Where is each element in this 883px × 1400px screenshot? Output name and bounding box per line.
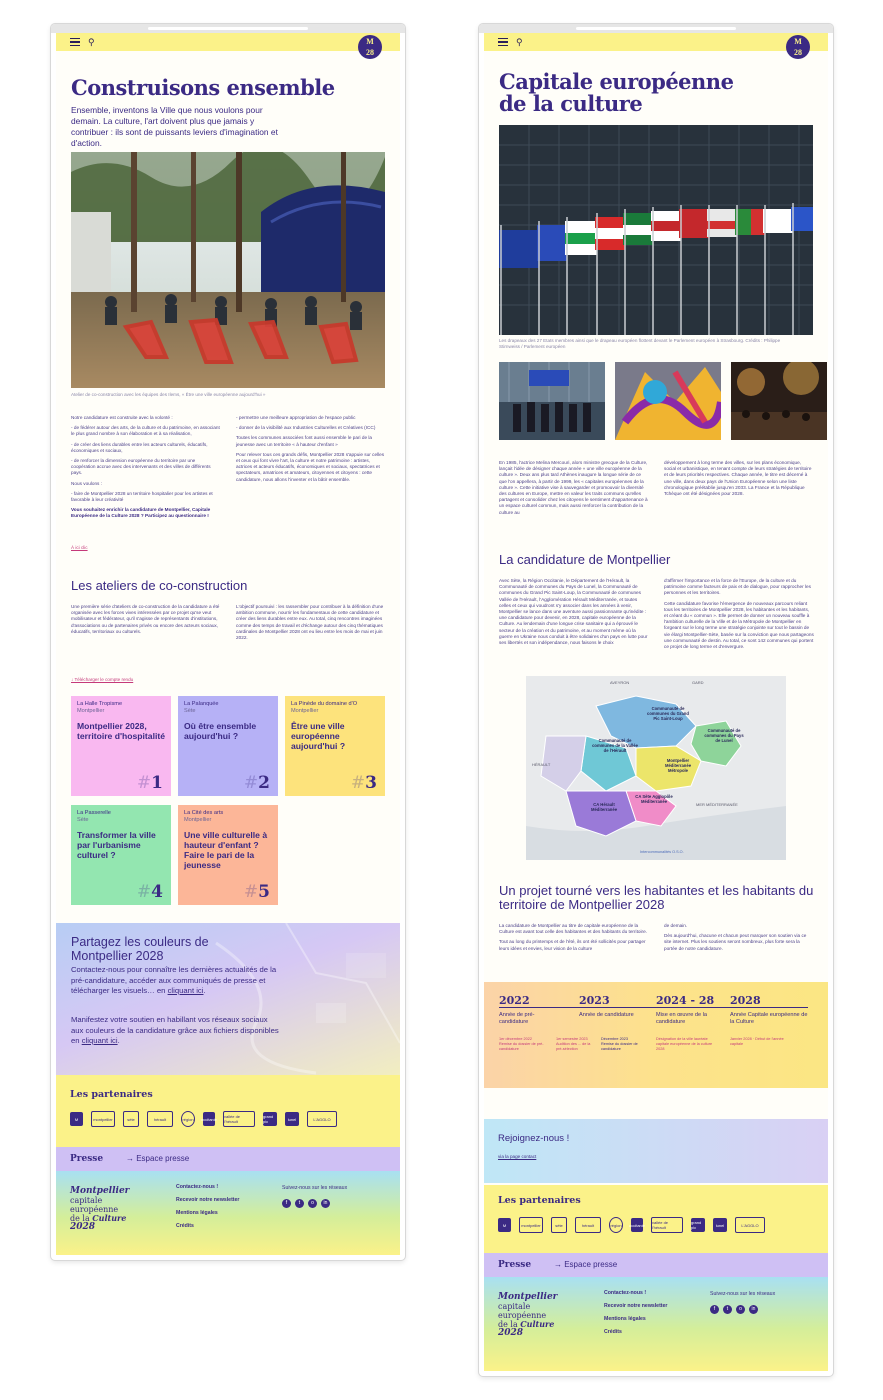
ecoc-column-2: développement à long terme des villes, sur les plans économique, social et urbanistique, en tenant compte de leurs stratégies de territoire et de leurs priorités respectives. Chaque année, le titre est décerné à une ville, dans deux pays de l'Union Européenne selon une liste chronologique préétablie jusqu'en 2033. La France et la République Tchèque ont été désignées pour 2028. (664, 460, 812, 497)
flags-photo (499, 125, 813, 335)
timeline-label: Année de pré-candidature (499, 1012, 535, 1025)
footer-logo[interactable]: Montpellier capitale européenne de la Culture 2028 (70, 1186, 130, 1232)
window-grip (148, 27, 308, 30)
download-report-link[interactable]: ↓ Télécharger le compte rendu (71, 677, 134, 682)
footer-links (176, 1181, 239, 1233)
partner-logos (498, 1217, 814, 1233)
footer-links (604, 1287, 667, 1339)
top-bar (484, 33, 828, 57)
thumbnail-night-square[interactable] (731, 362, 827, 440)
map-label: GARD (692, 680, 704, 685)
atelier-card-2[interactable] (178, 696, 278, 796)
territory-map (526, 676, 786, 860)
partner-logo[interactable]: montpellier (519, 1217, 543, 1233)
timeline-event: 1er semestre 2023 Audition des ... de la pré-sélection (556, 1037, 591, 1051)
card-place: La Pinède du domaine d'O (291, 701, 358, 707)
atelier-card-5[interactable] (178, 805, 278, 905)
paragraph: La candidature de Montpellier au titre de capitale européenne de la Culture est avant tout celle des habitantes et des habitants du territoire. (499, 923, 648, 935)
paragraph: Cette candidature favorise l'émergence de nouveaux parcours reliant tous les territoires de Montpellier 2028, les habitantes et les habitants, et créant du « commun ». Elle permet de donner un nouveau souffle à l'ambition culturelle de la Ville et de la Métropole de Montpellier en forgeant sur le long terme une stratégie conjointe sur tout le bassin de vie élargi Montpellier-Sète, basée sur la conviction que nous partageons une communauté de destin. Au total, ce sont 142 communes qui portent ce projet de long terme et d'envergure. (664, 600, 814, 650)
projet-heading: Un projet tourné vers les habitantes et les habitants du territoire de Montpellier 2028 (499, 883, 814, 912)
social-icons (710, 1305, 758, 1314)
press-heading: Presse (498, 1260, 532, 1270)
card-city: Montpellier (77, 708, 105, 714)
timeline-event: Décembre 2023 Remise du dossier de candidature (601, 1037, 638, 1051)
site-logo[interactable]: M 28 (786, 35, 810, 59)
partner-logo[interactable]: grand pic (691, 1218, 705, 1232)
twitter-icon[interactable]: t (723, 1305, 732, 1314)
page-title: Capitale européenne de la culture (499, 69, 734, 116)
card-city: Sète (77, 817, 89, 823)
footer-link-legal[interactable]: Mentions légales (176, 1210, 218, 1216)
card-question: Où être ensemble aujourd'hui ? (184, 721, 257, 741)
page-lede: Ensemble, inventons la Ville que nous voulons pour demain. La culture, l'art doivent plus que jamais y contribuer : ils sont de puissants leviers d'imagination et d'action. (71, 105, 278, 148)
timeline-year: 2022 (499, 994, 530, 1007)
timeline-year: 2024 - 28 (656, 994, 715, 1007)
card-question: Une ville culturelle à hauteur d'enfant ? Faire le pari de la jeunesse (184, 830, 268, 870)
partner-logo[interactable]: L'AGGLO (735, 1217, 765, 1233)
paragraph: - faire de Montpellier 2028 un territoire hospitalier pour les artistes et favorable à leur créativité (71, 490, 213, 503)
card-question: Être une ville européenne aujourd'hui ? (291, 721, 346, 751)
twitter-icon[interactable]: t (295, 1199, 304, 1208)
footer-link-contact[interactable]: Contactez-nous ! (604, 1290, 647, 1296)
partner-logo[interactable]: hérault (575, 1217, 601, 1233)
timeline-event: Désignation de la ville lauréate capitale européenne de la culture 2028 (656, 1037, 713, 1051)
map-label: Communauté de communes de la Vallée de l'Hérault (592, 738, 638, 753)
map-label: CA Hérault Méditerranée (590, 802, 618, 812)
press-bar (484, 1253, 828, 1277)
join-contact-link[interactable]: via la page contact (498, 1154, 537, 1159)
footer-link-newsletter[interactable]: Recevoir notre newsletter (176, 1197, 240, 1203)
map-label: Communauté de communes du Pays de Lunel (704, 728, 744, 743)
intro-column-2 (236, 415, 386, 487)
join-heading: Rejoignez-nous ! (498, 1133, 570, 1144)
left-page (56, 33, 400, 1255)
timeline-label: Année Capitale européenne de la Culture (730, 1012, 808, 1025)
footer-link-contact[interactable]: Contactez-nous ! (176, 1184, 219, 1190)
partners-section (484, 1185, 828, 1253)
card-city: Montpellier (291, 708, 319, 714)
share-paragraph-1: Contactez-nous pour connaître les dernières actualités de la pré-candidature, accéder aux communiqués de presse et télécharger les visuels… en cliquant ici. (71, 965, 277, 995)
card-number: #3 (350, 773, 377, 793)
projet-column-1 (499, 923, 649, 956)
card-city: Sète (184, 708, 196, 714)
partner-logo[interactable]: sète (551, 1217, 567, 1233)
share-section (56, 923, 400, 1075)
footer-link-credits[interactable]: Crédits (176, 1223, 194, 1229)
partner-logo[interactable]: M (498, 1218, 511, 1232)
paragraph: Tout au long du printemps et de l'été, ils ont été sollicités pour partager leurs idées et envies, leur vision de la culture (499, 939, 646, 951)
atelier-card-1[interactable] (71, 696, 171, 796)
map-label: Communauté de communes du Grand Pic Saint-Loup (647, 706, 689, 721)
press-space-link[interactable]: → Espace presse (554, 1260, 618, 1269)
thumbnail-street-art[interactable] (615, 362, 721, 440)
partner-logo[interactable]: montpellier (91, 1111, 115, 1127)
projet-column-2 (664, 923, 814, 956)
menu-icon[interactable] (498, 38, 508, 46)
territory-map-illustration (526, 676, 786, 860)
share-heading: Partagez les couleurs de Montpellier 2028 (71, 935, 209, 963)
photo-caption: Les drapeaux des 27 Etats membres ainsi que le drapeau européen flottent devant le Parlement européen à Strasbourg. Crédits : Philippe Stirnweiss / Parlement européen (499, 338, 781, 349)
atelier-card-3[interactable] (285, 696, 385, 796)
partner-logo[interactable]: M (70, 1112, 83, 1126)
join-section (484, 1119, 828, 1183)
top-bar (56, 33, 400, 57)
footer (484, 1277, 828, 1371)
partner-logo[interactable]: hérault (147, 1111, 173, 1127)
share-paragraph-2: Manifestez votre soutien en habillant vos réseaux sociaux aux couleurs de la candidature grâce aux fichiers disponibles en cliquant ici. (71, 1015, 279, 1045)
paragraph: Dès aujourd'hui, chacune et chacun peut marquer son soutien via ce site internet. Plus les soutiens seront nombreux, plus forte sera la portée de notre candidature. (664, 933, 807, 951)
instagram-icon[interactable]: o (308, 1199, 317, 1208)
ateliers-heading: Les ateliers de co-construction (71, 578, 248, 593)
left-page-frame (51, 24, 405, 1260)
timeline-label: Année de candidature (579, 1012, 634, 1018)
workshop-photo-illustration (71, 152, 385, 388)
footer (56, 1171, 400, 1255)
paragraph: - de créer des liens durables entre les acteurs culturels, éducatifs, économiques et sociaux, (71, 441, 208, 453)
candidature-column-2 (664, 578, 814, 654)
press-space-link[interactable]: → Espace presse (126, 1154, 190, 1163)
ateliers-column-1: Une première série d'ateliers de co-construction de la candidature a été organisée avec les forces vives intéressées par ce projet qu'se veut mobilisateur et fédérateur, qu'il s'agisse de représentants d'institutions, d'associations ou de partenaires privés ou encore des acteurs sociaux, éducatifs, territoriaux ou culturels. (71, 604, 220, 634)
social-icons (282, 1199, 330, 1208)
partners-section (56, 1075, 400, 1147)
partner-logo[interactable]: lunel (713, 1218, 727, 1232)
candidature-column-1: Avec Sète, la Région Occitanie, le Département de l'Hérault, la Communauté de communes du Pays de Lunel, la Communauté de communes du Grand Pic Saint-Loup, la Communauté de communes Vallée de l'Hérault, l'Agglomération Hérault Méditerranée, et toutes celles et ceux qui voudront s'y associer dans les années à venir, Montpellier se lance dans une aventure aussi passionnante qu'inédite : une candidature pour devenir, en 2028, capitale européenne de la Culture. Au lendemain d'une longue crise sanitaire qui a éprouvé le secteur de la création et du patrimoine, et au moment même où la guerre en Ukraine nous conduit à être solidaires d'un pays en lutte pour ses libertés et son indépendance, nous faisons le choix (499, 578, 648, 646)
card-question: Transformer la ville par l'urbanisme culturel ? (77, 830, 156, 860)
social-heading: Suivez-nous sur les réseaux (282, 1185, 348, 1191)
partner-logo[interactable]: occitanie (203, 1112, 215, 1126)
card-place: La Halle Tropisme (77, 701, 123, 707)
press-bar (56, 1147, 400, 1171)
press-heading: Presse (70, 1154, 104, 1164)
page-title: Construisons ensemble (71, 75, 335, 100)
partner-logo[interactable]: grand pic (263, 1112, 277, 1126)
paragraph: Toutes les communes associées font aussi ensemble le pari de la jeunesse avec un territoire « à hauteur d'enfant » (236, 435, 373, 447)
ecoc-column-1: En 1985, l'actrice Melina Mercouri, alors ministre grecque de la Culture, lançait l'idée de désigner chaque année « une ville européenne de la culture ». Deux ans plus tard Athènes inaugure la longue série de ce que l'on appellera, à partir de 1999, les « capitales européennes de la culture ». Cette initiative vise à sauvegarder et promouvoir la diversité des cultures en Europe, mettre en valeur les traits communs qu'elles partagent et consolider chez les citoyens le sentiment d'appartenance à un espace culturel commun, mais aussi renforcer la contribution de la culture au (499, 460, 648, 515)
timeline-label: Mise en œuvre de la candidature (656, 1012, 707, 1025)
partner-logos (70, 1111, 386, 1127)
timeline (484, 982, 828, 1088)
linkedin-icon[interactable]: in (749, 1305, 758, 1314)
facebook-icon[interactable]: f (282, 1199, 291, 1208)
card-city: Montpellier (184, 817, 212, 823)
instagram-icon[interactable]: o (736, 1305, 745, 1314)
card-number: #5 (243, 882, 270, 902)
share-link-2[interactable]: cliquant ici (81, 1036, 118, 1045)
photo-caption: Atelier de co-construction avec les équipes des Ilems, « Être une ville européenne aujourd'hui » (71, 392, 266, 397)
card-place: La Passerelle (77, 810, 111, 816)
thumbnail-parliament[interactable] (499, 362, 605, 440)
partners-heading: Les partenaires (498, 1195, 581, 1206)
paragraph: - de renforcer la dimension européenne du territoire par une coopération accrue avec des intervenants et des villes de différents pays. (71, 458, 211, 476)
timeline-axis (499, 1007, 808, 1008)
social-heading: Suivez-nous sur les réseaux (710, 1291, 776, 1297)
card-number: #4 (136, 882, 163, 902)
timeline-event: 1er décembre 2022 Remise du dossier de pré-candidature (499, 1037, 544, 1051)
intro-column-1 (71, 415, 221, 524)
paragraph: Nous voulons : (71, 480, 103, 486)
footer-link-legal[interactable]: Mentions légales (604, 1316, 646, 1322)
questionnaire-callout: Vous souhaitez enrichir la candidature de Montpellier, Capitale Européenne de la Culture 2028 ? Participez au questionnaire ! (71, 507, 211, 519)
right-page-frame (479, 24, 833, 1376)
paragraph: Pour relever tous ces grands défis, Montpellier 2028 s'appuie sur celles et ceux qui font vivre l'art, la culture et notre patrimoine : artistes, actrices et acteurs éducatifs, économiques et sociaux, spectatrices et spectateurs, amatrices et amateurs, citoyennes et citoyens : cette candidature, nous allons l'inventer et la bâtir ensemble. (236, 451, 385, 482)
partner-logo[interactable]: vallée de l'hérault (223, 1111, 255, 1127)
paragraph: d'affirmer l'importance et la force de l'Europe, de la culture et du patrimoine comme facteurs de paix et de dialogue, pour rapprocher les personnes et les territoires. (664, 578, 811, 596)
partner-logo[interactable]: lunel (285, 1112, 299, 1126)
footer-logo[interactable]: Montpellier capitale européenne de la Culture 2028 (498, 1292, 558, 1338)
map-label: AVEYRON (610, 680, 630, 685)
timeline-event: Janvier 2028 · Début de l'année capitale (730, 1037, 784, 1046)
right-page (484, 33, 828, 1371)
footer-link-newsletter[interactable]: Recevoir notre newsletter (604, 1303, 668, 1309)
flags-photo-illustration (499, 125, 813, 335)
card-place: La Cité des arts (184, 810, 224, 816)
card-number: #2 (243, 773, 270, 793)
paragraph: Notre candidature est construite avec la volonté : (71, 415, 173, 420)
ateliers-column-2: L'objectif poursuivi : les rassembler pour contribuer à la définition d'une ambition commune, nourrir les fondamentaux de cette candidature et créer des liens durables entre eux. Au total, cinq rencontres imaginées comme des temps de travail et d'échange autour des cinq thématiques cardinales de Montpellier 2028 ont eu lieu entre les mois de mai et juin 2022. (236, 604, 384, 641)
workshop-photo (71, 152, 385, 388)
search-icon[interactable]: ⚲ (88, 37, 95, 47)
map-label: MER MÉDITERRANÉE (696, 802, 738, 807)
questionnaire-link[interactable]: À ici clic (71, 545, 88, 550)
timeline-year: 2023 (579, 994, 610, 1007)
paragraph: - de fédérer autour des arts, de la culture et du patrimoine, en associant le plus grand nombre à son élaboration et à sa réalisation, (71, 425, 220, 437)
partner-logo[interactable]: occitanie (631, 1218, 643, 1232)
facebook-icon[interactable]: f (710, 1305, 719, 1314)
card-place: La Palanquée (184, 701, 219, 707)
linkedin-icon[interactable]: in (321, 1199, 330, 1208)
partner-logo[interactable]: région (609, 1217, 623, 1233)
partners-heading: Les partenaires (70, 1089, 153, 1100)
map-label: HÉRAULT (532, 762, 551, 767)
paragraph: - permettre une meilleure appropriation de l'espace public (236, 415, 356, 420)
partner-logo[interactable]: région (181, 1111, 195, 1127)
footer-link-credits[interactable]: Crédits (604, 1329, 622, 1335)
map-credit: Intercommunalités O.S.O. (640, 850, 684, 854)
menu-icon[interactable] (70, 38, 80, 46)
map-label: Montpellier Méditerranée Métropole (664, 758, 692, 773)
photo-thumbnails (499, 362, 827, 440)
card-question: Montpellier 2028, territoire d'hospitalité (77, 721, 165, 741)
partner-logo[interactable]: L'AGGLO (307, 1111, 337, 1127)
paragraph: - donner de la visibilité aux Industries Culturelles et Créatives (ICC) (236, 425, 376, 431)
candidature-heading: La candidature de Montpellier (499, 552, 671, 567)
timeline-year: 2028 (730, 994, 761, 1007)
map-label: CA Sète Agglopôle Méditerranée (635, 794, 673, 804)
search-icon[interactable]: ⚲ (516, 37, 523, 47)
share-link-1[interactable]: cliquant ici (167, 986, 204, 995)
partner-logo[interactable]: vallée de l'hérault (651, 1217, 683, 1233)
partner-logo[interactable]: sète (123, 1111, 139, 1127)
paragraph: de demain. (664, 923, 688, 928)
site-logo[interactable]: M 28 (358, 35, 382, 59)
atelier-card-4[interactable] (71, 805, 171, 905)
card-number: #1 (136, 773, 163, 793)
window-grip (576, 27, 736, 30)
